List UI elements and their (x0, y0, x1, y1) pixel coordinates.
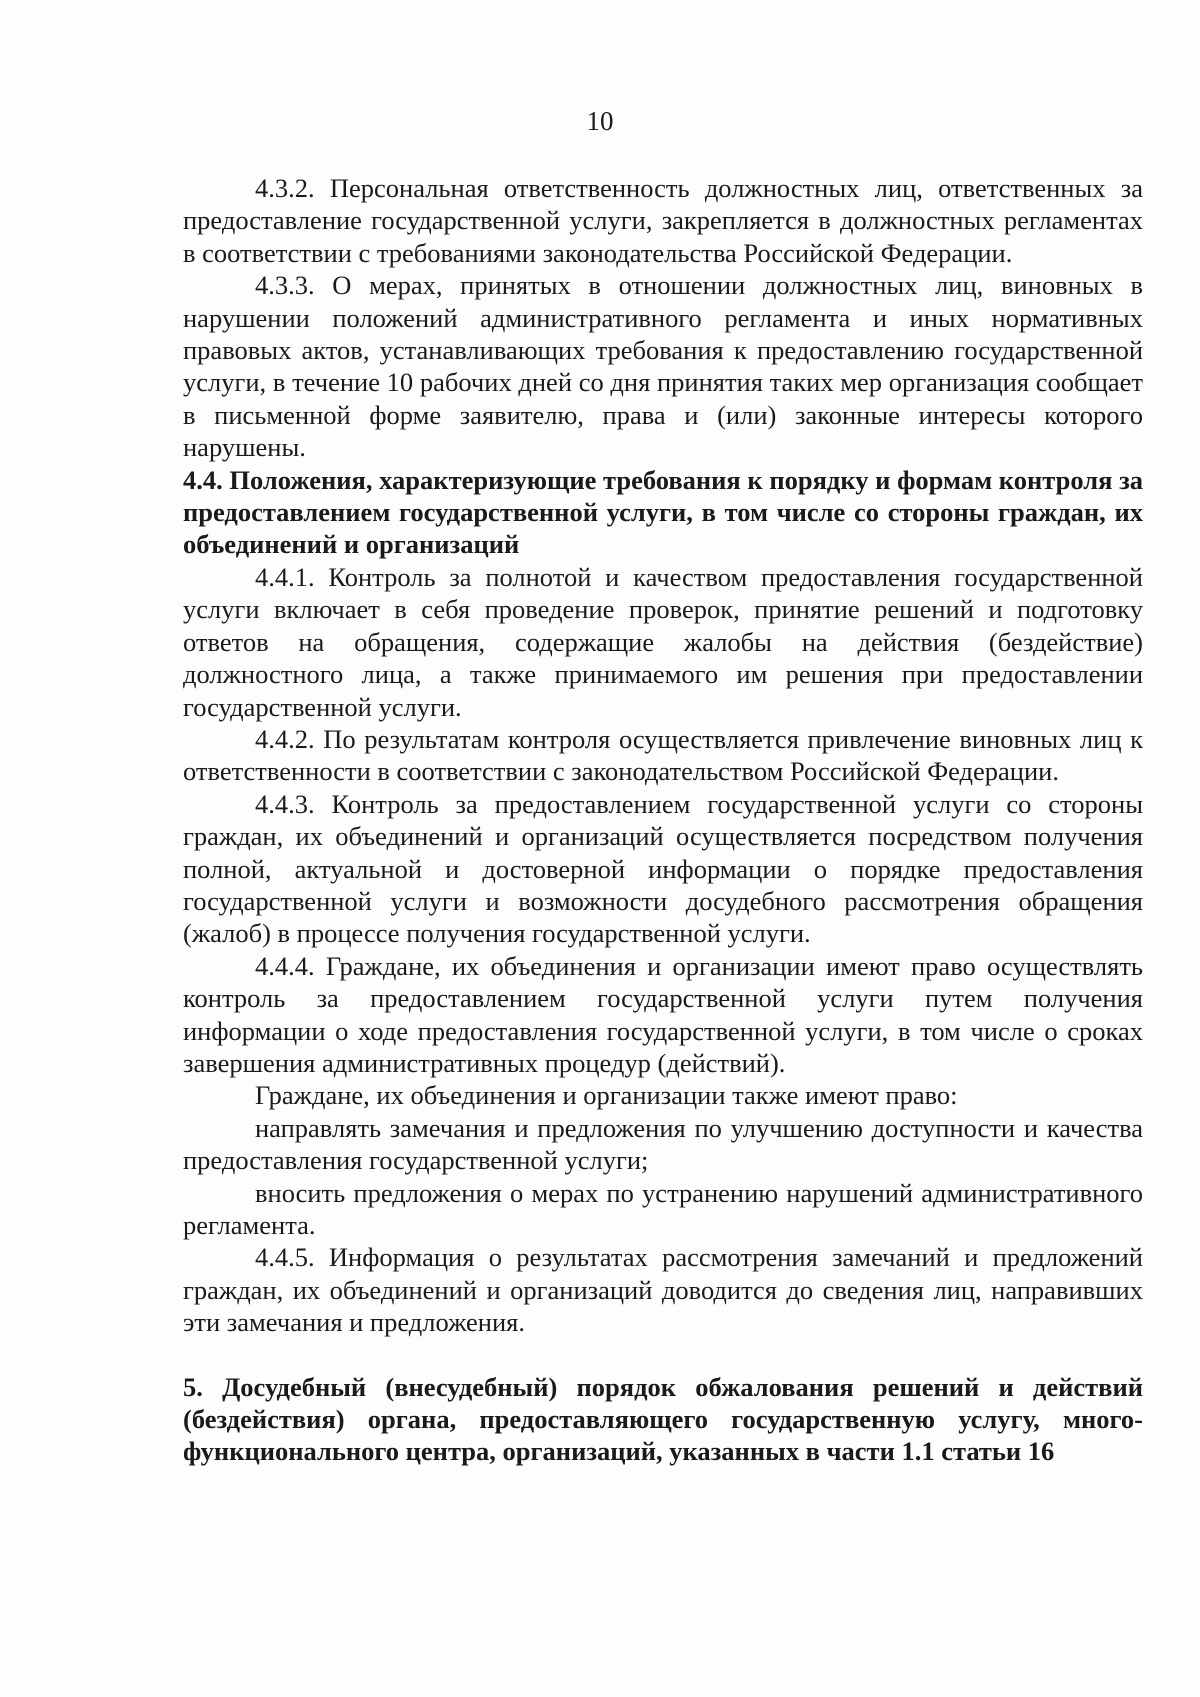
heading-4-4: 4.4. Положения, характеризующие требования к порядку и формам контроля за предоставлением государственной услуги, в том числе со стороны граждан, их объединений и организаций (183, 464, 1143, 560)
heading-5: 5. Досудебный (внесудебный) порядок обжалования решений и действий (бездействия) органа, предоставляющего государственную услугу, много-функционального центра, организаций, указанных в части 1.1 статьи 16 (183, 1371, 1143, 1467)
paragraph-make-proposals: вносить предложения о мерах по устранению нарушений административного регламента. (183, 1177, 1143, 1240)
paragraph-4-3-3: 4.3.3. О мерах, принятых в отношении должностных лиц, виновных в нарушении положений административного регламента и иных нормативных правовых актов, устанавливающих требования к предоставлению государственной услуги, в течение 10 рабочих дней со дня принятия таких мер организация сообщает в письменной форме заявителю, права и (или) законные интересы которого нарушены. (183, 270, 1143, 463)
paragraph-rights: Граждане, их объединения и организации также имеют право: (255, 1080, 958, 1111)
paragraph-direct-remarks: направлять замечания и предложения по улучшению доступности и качества предоставления государственной услуги; (183, 1112, 1143, 1176)
page-number: 10 (586, 106, 614, 136)
paragraph-4-4-5: 4.4.5. Информация о результатах рассмотрения замечаний и предложений граждан, их объединений и организаций доводится до сведения лиц, направивших эти замечания и предложения. (183, 1242, 1143, 1338)
paragraph-4-4-4: 4.4.4. Граждане, их объединения и организации имеют право осуществлять контроль за предоставлением государственной услуги путем получения информации о ходе предоставления государственной услуги, в том числе о сроках завершения административных процедур (действий). (183, 950, 1143, 1078)
document-body (183, 172, 1143, 1468)
paragraph-4-4-2: 4.4.2. По результатам контроля осуществляется привлечение виновных лиц к ответственности в соответствии с законодательством Российской Федерации. (183, 723, 1143, 787)
paragraph-4-3-2: 4.3.2. Персональная ответственность должностных лиц, ответственных за предоставление государственной услуги, закрепляется в должностных регламентах в соответствии с требованиями законодательства Российской Федерации. (183, 173, 1143, 268)
paragraph-4-4-3: 4.4.3. Контроль за предоставлением государственной услуги со стороны граждан, их объединений и организаций осуществляется посредством получения полной, актуальной и достоверной информации о порядке предоставления государственной услуги и возможности досудебного рассмотрения обращения (жалоб) в процессе получения государственной услуги. (183, 788, 1143, 949)
paragraph-4-4-1: 4.4.1. Контроль за полнотой и качеством предоставления государственной услуги включает в себя проведение проверок, принятие решений и подготовку ответов на обращения, содержащие жалобы на действия (бездействие) должностного лица, а также принимаемого им решения при предоставлении государственной услуги. (183, 561, 1143, 722)
